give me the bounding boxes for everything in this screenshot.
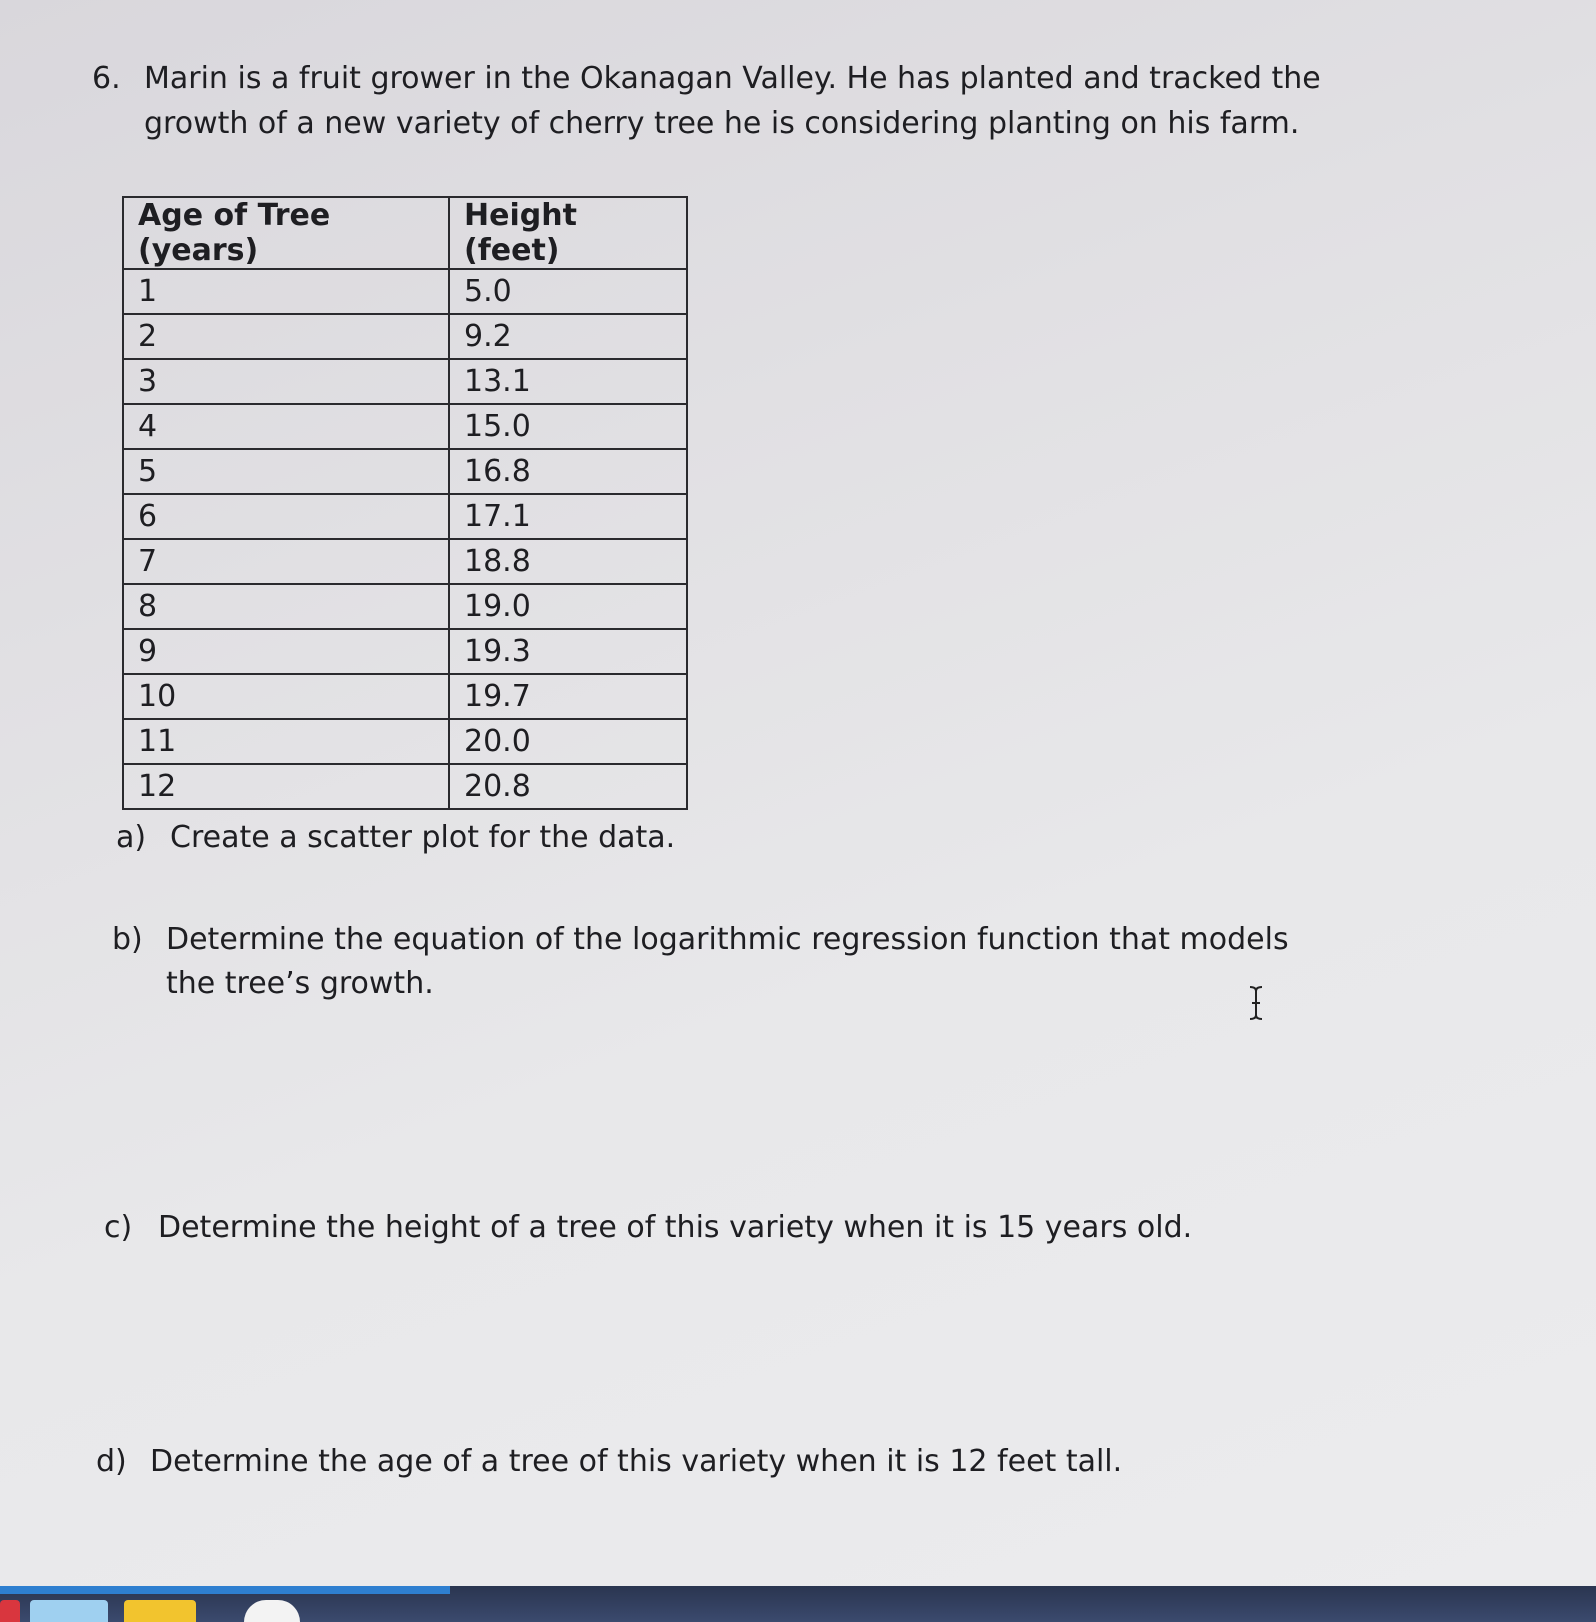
part-d [96,1440,1356,1484]
question-6 [92,56,1432,146]
question-text: Marin is a fruit grower in the Okanagan Valley. He has planted and tracked the growth of a new variety of cherry tree he is considering planting on his farm. [144,61,1321,141]
table-row [123,269,687,314]
height-cell: 16.8 [449,449,687,494]
taskbar [0,1586,1596,1622]
age-cell: 1 [123,269,449,314]
height-cell: 19.0 [449,584,687,629]
header-age: Age of Tree (years) [123,197,449,269]
table-row [123,404,687,449]
taskbar-app-icon-red[interactable] [0,1600,20,1622]
table-header-row [123,197,687,269]
age-cell: 6 [123,494,449,539]
height-cell: 20.0 [449,719,687,764]
height-cell: 18.8 [449,539,687,584]
header-height: Height (feet) [449,197,687,269]
part-b-text: Determine the equation of the logarithmic regression function that models the tree’s growth. [166,922,1289,1001]
height-cell: 19.7 [449,674,687,719]
part-c-letter: c) [104,1210,133,1245]
table-row [123,629,687,674]
part-a [116,816,1376,860]
part-c [104,1206,1364,1250]
taskbar-app-icon-blue[interactable] [30,1600,108,1622]
height-cell: 20.8 [449,764,687,809]
table-row [123,449,687,494]
height-cell: 9.2 [449,314,687,359]
part-b-letter: b) [112,922,143,957]
table-row [123,539,687,584]
taskbar-app-icon-white[interactable] [244,1600,300,1622]
age-cell: 11 [123,719,449,764]
height-cell: 5.0 [449,269,687,314]
height-cell: 19.3 [449,629,687,674]
taskbar-accent-bar [0,1586,450,1594]
table-row [123,719,687,764]
part-d-text: Determine the age of a tree of this variety when it is 12 feet tall. [150,1444,1123,1479]
part-c-text: Determine the height of a tree of this variety when it is 15 years old. [158,1210,1193,1245]
table-body [123,269,687,809]
height-cell: 13.1 [449,359,687,404]
age-cell: 2 [123,314,449,359]
age-cell: 8 [123,584,449,629]
part-d-letter: d) [96,1444,127,1479]
table-row [123,674,687,719]
age-cell: 3 [123,359,449,404]
table-row [123,314,687,359]
age-cell: 9 [123,629,449,674]
taskbar-app-icon-yellow[interactable] [124,1600,196,1622]
age-cell: 12 [123,764,449,809]
question-number: 6. [92,61,121,96]
table-row [123,359,687,404]
height-cell: 15.0 [449,404,687,449]
table-row [123,764,687,809]
height-cell: 17.1 [449,494,687,539]
growth-data-table [122,196,688,810]
table-row [123,494,687,539]
age-cell: 7 [123,539,449,584]
text-cursor-icon [1246,985,1266,1021]
age-cell: 10 [123,674,449,719]
age-cell: 5 [123,449,449,494]
age-cell: 4 [123,404,449,449]
part-b [112,918,1332,1006]
part-a-letter: a) [116,820,147,855]
table-row [123,584,687,629]
part-a-text: Create a scatter plot for the data. [170,820,676,855]
